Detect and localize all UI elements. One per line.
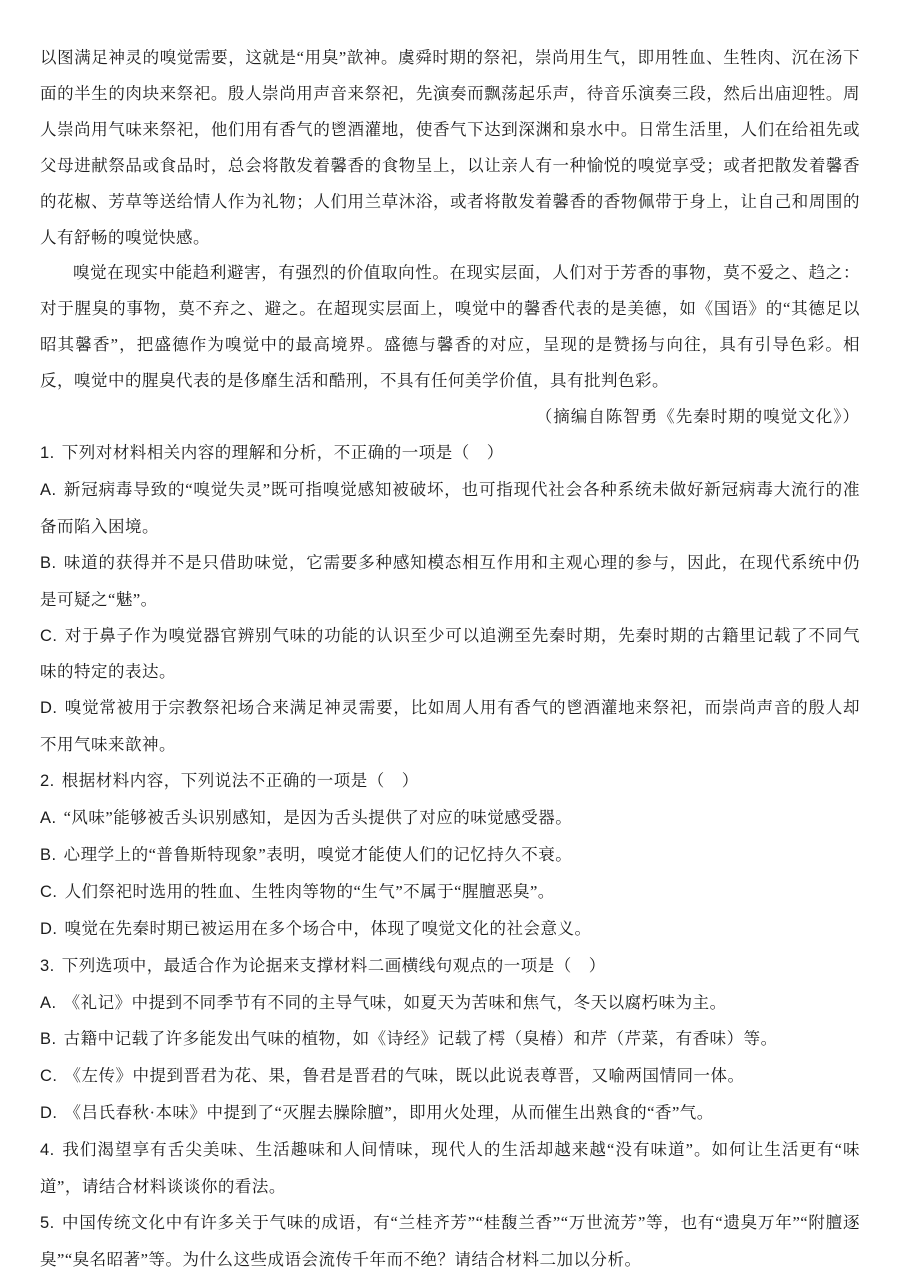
option-label: D. xyxy=(40,1104,58,1123)
question-3-option-c xyxy=(40,1058,860,1095)
question-4-number: 4. xyxy=(40,1141,55,1160)
material-paragraph-1: 以图满足神灵的嗅觉需要，这就是“用臭”歆神。虞舜时期的祭祀，崇尚用生气，即用牲血、生牲肉、沉在汤下面的半生的肉块来祭祀。殷人崇尚用声音来祭祀，先演奏而飘荡起乐声，待音乐演奏三段，然后出庙迎牲。周人崇尚用气味来祭祀，他们用有香气的鬯酒灌地，使香气下达到深渊和泉水中。日常生活里，人们在给祖先或父母进献祭品或食品时，总会将散发着馨香的食物呈上，以让亲人有一种愉悦的嗅觉享受；或者把散发着馨香的花椒、芳草等送给情人作为礼物；人们用兰草沐浴，或者将散发着馨香的香物佩带于身上，让自己和周围的人有舒畅的嗅觉快感。 xyxy=(40,48,860,247)
option-label: A. xyxy=(40,993,57,1012)
question-3-stem-text: 下列选项中，最适合作为论据来支撑材料二画横线句观点的一项是（ ） xyxy=(61,955,606,975)
option-label: C. xyxy=(40,882,58,901)
question-2-number: 2. xyxy=(40,772,55,791)
option-text: 人们祭祀时选用的牲血、生牲肉等物的“生气”不属于“腥膻恶臭”。 xyxy=(64,881,555,901)
material-paragraph-2: 嗅觉在现实中能趋利避害，有强烈的价值取向性。在现实层面，人们对于芳香的事物，莫不爱之、趋之：对于腥臭的事物，莫不弃之、避之。在超现实层面上，嗅觉中的馨香代表的是美德，如《国语》的“其德足以昭其馨香”，把盛德作为嗅觉中的最高境界。盛德与馨香的对应，呈现的是赞扬与向往，具有引导色彩。相反，嗅觉中的腥臭代表的是侈靡生活和酷刑，不具有任何美学价值，具有批判色彩。 xyxy=(40,263,860,391)
question-5-number: 5. xyxy=(40,1214,55,1232)
option-label: C. xyxy=(40,626,58,645)
question-2-option-c xyxy=(40,874,860,911)
option-text: 嗅觉在先秦时期已被运用在多个场合中，体现了嗅觉文化的社会意义。 xyxy=(64,918,592,938)
question-3-stem xyxy=(40,948,860,985)
question-1-option-b xyxy=(40,545,860,618)
option-text: 《左传》中提到晋君为花、果，鲁君是晋君的气味，既以此说表尊晋，又喻两国情同一体。 xyxy=(64,1066,745,1086)
question-4 xyxy=(40,1132,860,1205)
question-2-option-a xyxy=(40,800,860,837)
question-1-option-c xyxy=(40,618,860,691)
option-label: A. xyxy=(40,809,57,828)
option-text: “风味”能够被舌头识别感知，是因为舌头提供了对应的味觉感受器。 xyxy=(63,808,573,828)
question-1-stem-text: 下列对材料相关内容的理解和分析，不正确的一项是（ ） xyxy=(61,442,504,462)
option-label: D. xyxy=(40,919,58,938)
option-label: B. xyxy=(40,553,57,572)
option-text: 对于鼻子作为嗅觉器官辨别气味的功能的认识至少可以追溯至先秦时期，先秦时期的古籍里记载了不同气味的特定的表达。 xyxy=(40,625,860,682)
question-1-stem xyxy=(40,435,860,472)
option-label: D. xyxy=(40,699,58,718)
source-attribution: （摘编自陈智勇《先秦时期的嗅觉文化》） xyxy=(535,407,860,427)
question-2-stem-text: 根据材料内容，下列说法不正确的一项是（ ） xyxy=(61,771,419,791)
question-5-stem xyxy=(40,1205,860,1278)
question-3-option-a xyxy=(40,985,860,1022)
question-3-option-b xyxy=(40,1021,860,1058)
question-2-option-d xyxy=(40,911,860,948)
question-1-number: 1. xyxy=(40,443,55,462)
option-text: 味道的获得并不是只借助味觉，它需要多种感知模态相互作用和主观心理的参与，因此，在现代系统中仍是可疑之“魅”。 xyxy=(40,552,860,609)
question-1-option-a xyxy=(40,472,860,545)
question-2-stem xyxy=(40,763,860,800)
question-4-stem xyxy=(40,1132,860,1205)
option-text: 《礼记》中提到不同季节有不同的主导气味，如夏天为苦味和焦气，冬天以腐朽味为主。 xyxy=(63,992,727,1012)
option-text: 古籍中记载了许多能发出气味的植物，如《诗经》记载了樗（臭椿）和芹（芹菜，有香味）等。 xyxy=(63,1029,778,1049)
question-3 xyxy=(40,948,860,1133)
option-label: A. xyxy=(40,480,57,499)
option-text: 嗅觉常被用于宗教祭祀场合来满足神灵需要，比如周人用有香气的鬯酒灌地来祭祀，而崇尚声音的殷人却不用气味来歆神。 xyxy=(40,698,860,755)
question-3-number: 3. xyxy=(40,956,55,975)
question-1 xyxy=(40,435,860,763)
question-2-option-b xyxy=(40,837,860,874)
option-label: C. xyxy=(40,1067,58,1086)
question-5 xyxy=(40,1205,860,1278)
question-3-option-d xyxy=(40,1095,860,1132)
question-5-stem-text: 中国传统文化中有许多关于气味的成语，有“兰桂齐芳”“桂馥兰香”“万世流芳”等，也有“遗臭万年”“附膻逐臭”“臭名昭著”等。为什么这些成语会流传千年而不绝？请结合材料二加以分析。 xyxy=(40,1213,860,1269)
option-text: 《吕氏春秋·本味》中提到了“灭腥去臊除膻”，即用火处理，从而催生出熟食的“香”气。 xyxy=(64,1103,714,1123)
option-label: B. xyxy=(40,845,57,864)
question-1-option-d xyxy=(40,690,860,763)
option-text: 新冠病毒导致的“嗅觉失灵”既可指嗅觉感知被破坏，也可指现代社会各种系统未做好新冠病毒大流行的准备而陷入困境。 xyxy=(40,479,860,536)
option-label: B. xyxy=(40,1030,57,1049)
question-4-stem-text: 我们渴望享有舌尖美味、生活趣味和人间情味，现代人的生活却越来越“没有味道”。如何让生活更有“味道”，请结合材料谈谈你的看法。 xyxy=(40,1140,860,1197)
option-text: 心理学上的“普鲁斯特现象”表明，嗅觉才能使人们的记忆持久不衰。 xyxy=(63,844,573,864)
question-2 xyxy=(40,763,860,948)
